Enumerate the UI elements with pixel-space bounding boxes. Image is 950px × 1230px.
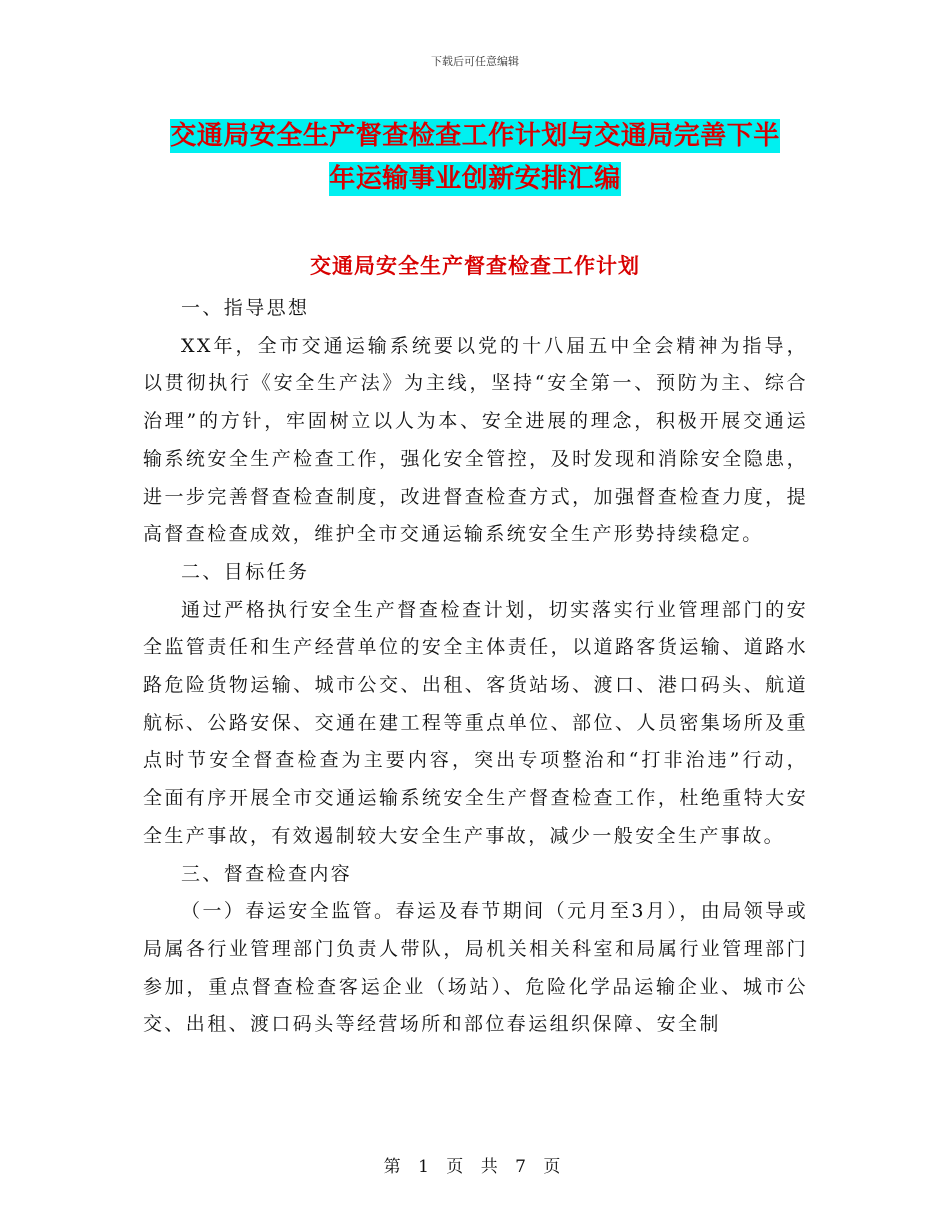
heading-objectives: 二、目标任务	[181, 560, 310, 583]
paragraph-guiding-ideology: XX年，全市交通运输系统要以党的十八届五中全会精神为指导，以贯彻执行《安全生产法》为主线，坚持“安全第一、预防为主、综合治理”的方针，牢固树立以人为本、安全进展的理念，积极开展交通运输系统安全生产检查工作，强化安全管控，及时发现和消除安全隐患，进一步完善督查检查制度，改进督查检查方式，加强督查检查力度，提高督查检查成效，维护全市交通运输系统安全生产形势持续稳定。	[143, 334, 808, 546]
document-body	[143, 290, 808, 1044]
document-title-line-1-text: 交通局安全生产督查检查工作计划与交通局完善下半	[170, 121, 780, 151]
document-title-line-2	[0, 158, 950, 195]
paragraph-objectives: 通过严格执行安全生产督查检查计划，切实落实行业管理部门的安全监管责任和生产经营单位的安全主体责任，以道路客货运输、道路水路危险货物运输、城市公交、出租、客货站场、渡口、港口码头、航道航标、公路安保、交通在建工程等重点单位、部位、人员密集场所及重点时节安全督查检查为主要内容，突出专项整治和“打非治违”行动，全面有序开展全市交通运输系统安全生产督查检查工作，杜绝重特大安全生产事故，有效遏制较大安全生产事故，减少一般安全生产事故。	[143, 598, 808, 847]
heading-inspection-content: 三、督查检查内容	[181, 862, 353, 885]
paragraph-spring-transport: （一）春运安全监管。春运及春节期间（元月至3月），由局领导或局属各行业管理部门负责人带队，局机关相关科室和局属行业管理部门参加，重点督查检查客运企业（场站）、危险化学品运输企业、城市公交、出租、渡口码头等经营场所和部位春运组织保障、安全制	[143, 900, 808, 1036]
section-title: 交通局安全生产督查检查工作计划	[310, 254, 640, 278]
page-footer: 第 1 页 共 7 页	[383, 1157, 567, 1177]
heading-guiding-ideology: 一、指导思想	[181, 297, 310, 319]
document-title-line-2-text: 年运输事业创新安排汇编	[329, 164, 621, 194]
document-title-line-1	[0, 115, 950, 152]
header-note: 下载后可任意编辑	[431, 55, 519, 68]
